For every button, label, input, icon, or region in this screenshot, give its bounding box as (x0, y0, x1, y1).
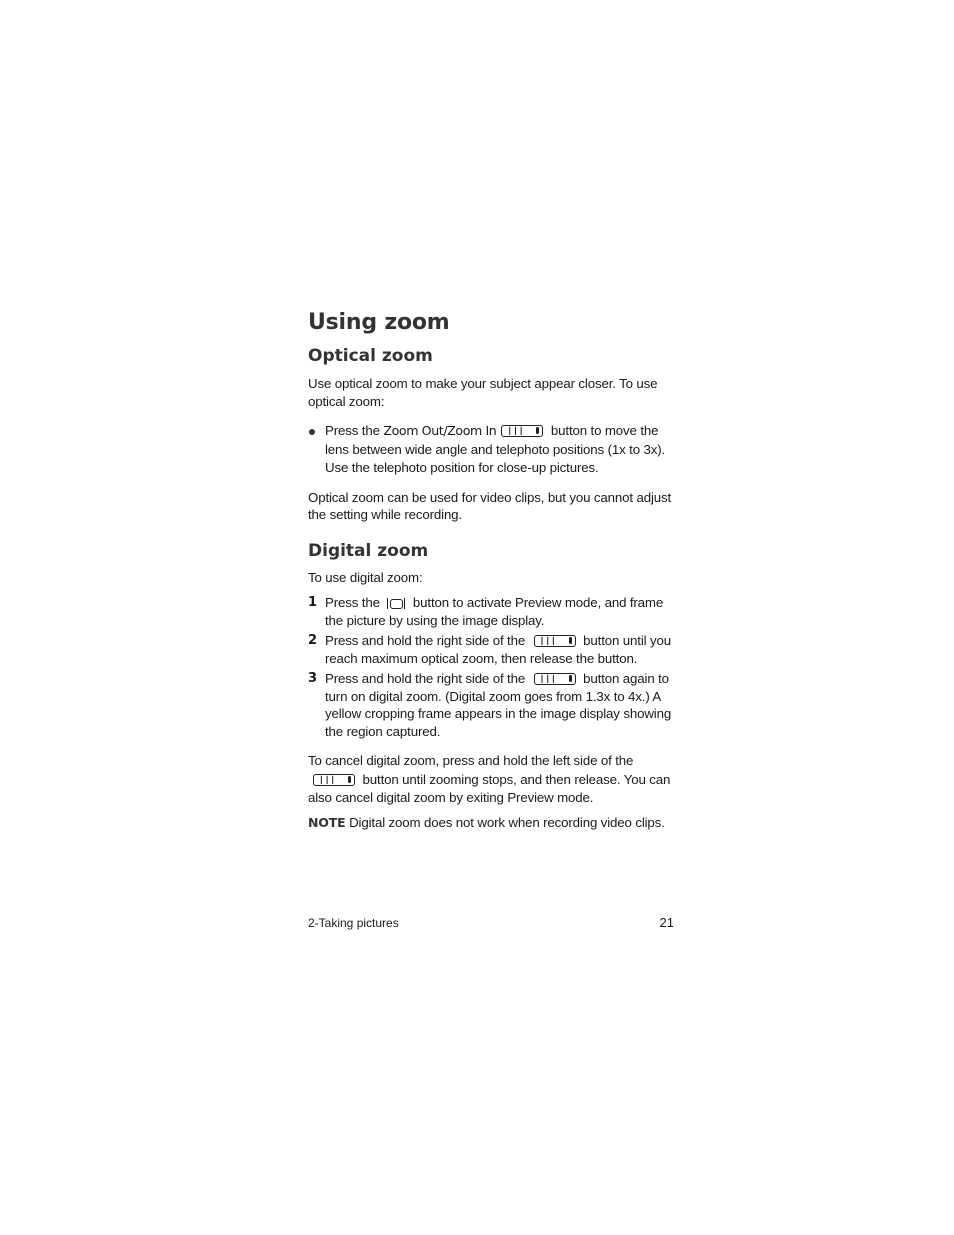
step-2: 2 Press and hold the right side of the ❘❘❘ button until you reach maximum optical zoom, then release the button. (308, 633, 671, 666)
optical-zoom-bullets (308, 422, 676, 478)
step-number: 2 (308, 633, 317, 648)
page-title: Using zoom (308, 310, 450, 335)
footer-chapter: 2-Taking pictures (308, 916, 399, 930)
page-content (308, 306, 676, 831)
zoom-rocker-icon: ❘❘❘ (534, 635, 576, 647)
step-number: 1 (308, 595, 317, 610)
step-number: 3 (308, 671, 317, 686)
zoom-button-name: Zoom Out/Zoom In (383, 423, 497, 438)
note-text: Digital zoom does not work when recording video clips. (345, 814, 665, 830)
zoom-rocker-icon: ❘❘❘ (501, 425, 543, 437)
digital-zoom-steps (308, 594, 676, 740)
optical-zoom-intro: Use optical zoom to make your subject appear closer. To use optical zoom: (308, 376, 658, 409)
zoom-rocker-icon: ❘❘❘ (313, 774, 355, 786)
digital-zoom-heading: Digital zoom (308, 540, 429, 561)
cancel-digital-zoom: To cancel digital zoom, press and hold the left side of the ❘❘❘ button until zooming stops, and then release. You can also cancel digital zoom by exiting Preview mode. (308, 753, 671, 805)
zoom-rocker-icon: ❘❘❘ (534, 673, 576, 685)
optical-zoom-video-note: Optical zoom can be used for video clips, but you cannot adjust the setting while recording. (308, 489, 672, 522)
digital-zoom-intro: To use digital zoom: (308, 569, 423, 585)
optical-zoom-heading: Optical zoom (308, 346, 433, 366)
footer-page-number: 21 (659, 915, 674, 930)
live-view-icon (387, 597, 405, 609)
note-label: NOTE (308, 814, 346, 830)
optical-zoom-bullet: Press the Zoom Out/Zoom In ❘❘❘ button to move the lens between wide angle and telephoto positions (1x to 3x). Use the telephoto position for close-up pictures. (308, 422, 676, 478)
step-3: 3 Press and hold the right side of the ❘❘❘ button again to turn on digital zoom. (Digital zoom goes from 1.3x to 4x.) A yellow cropping frame appears in the image display showing the region captured. (308, 671, 672, 739)
note (308, 814, 676, 832)
step-1: 1 Press the button to activate Preview mode, and frame the picture by using the image display. (308, 595, 664, 628)
